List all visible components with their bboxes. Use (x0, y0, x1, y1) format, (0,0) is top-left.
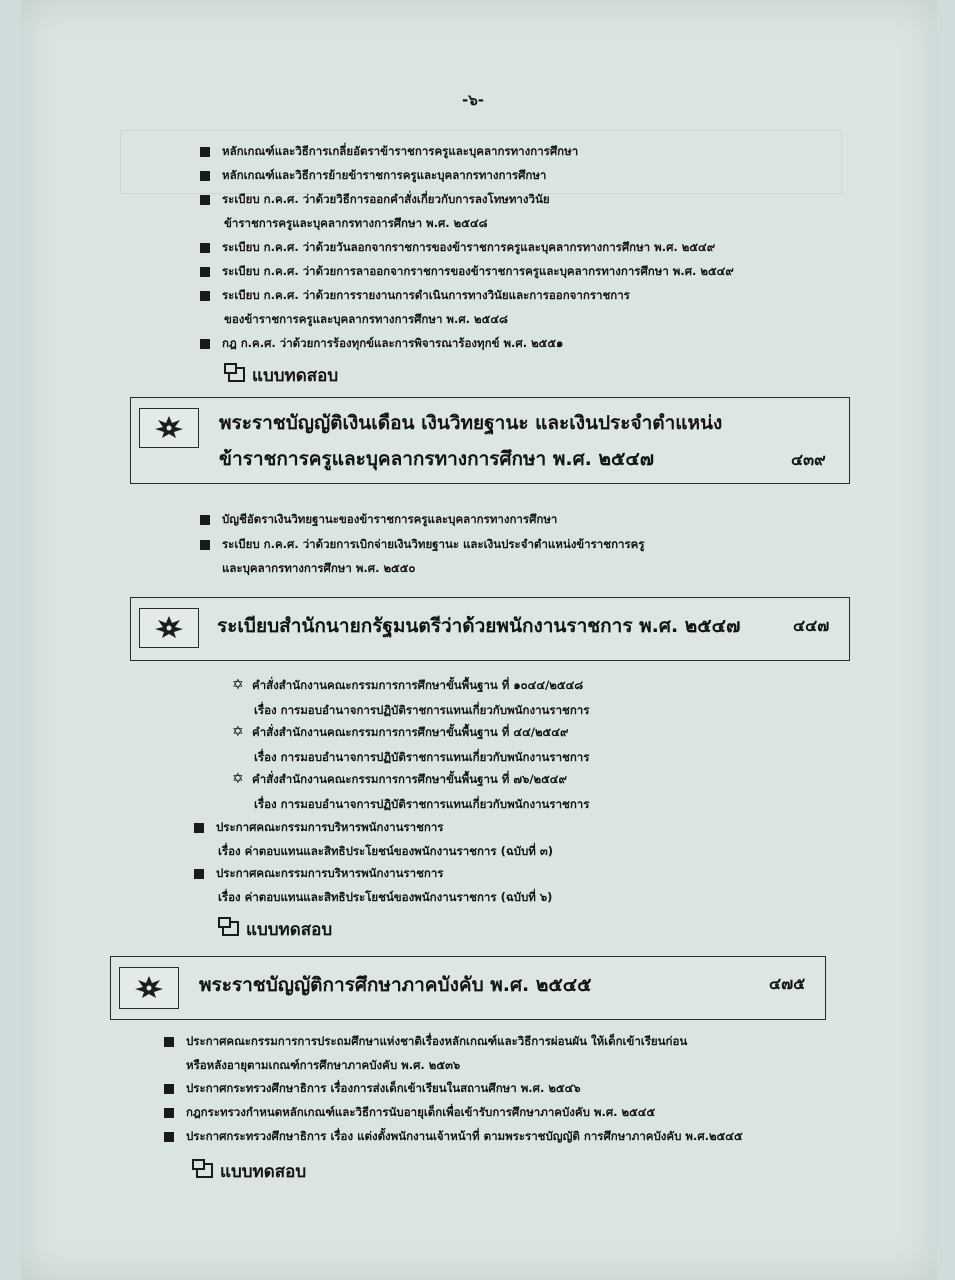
list-item-continuation: เรื่อง การมอบอำนาจการปฏิบัติราชการแทนเกี่ยวกับพนักงานราชการ (254, 797, 590, 811)
square-bullet-icon (200, 243, 210, 253)
section-title: พระราชบัญญัติการศึกษาภาคบังคับ พ.ศ. ๒๕๔๕ (199, 974, 592, 996)
section-page-number: ๔๓๙ (791, 450, 826, 469)
list-item-text: ประกาศคณะกรรมการบริหารพนักงานราชการ (216, 820, 444, 834)
page-number: -๖- (462, 91, 484, 109)
garuda-emblem-icon (152, 414, 186, 442)
square-bullet-icon (200, 291, 210, 301)
square-bullet-icon (200, 171, 210, 181)
list-item-continuation: และบุคลากรทางการศึกษา พ.ศ. ๒๕๕๐ (222, 561, 416, 575)
square-bullet-icon (194, 823, 204, 833)
square-bullet-icon (200, 339, 210, 349)
window-icon (196, 1163, 213, 1178)
list-item-continuation: ข้าราชการครูและบุคลากรทางการศึกษา พ.ศ. ๒๕๔๘ (224, 216, 488, 230)
list-item-text: ประกาศกระทรวงศึกษาธิการ เรื่องการส่งเด็กเข้าเรียนในสถานศึกษา พ.ศ. ๒๕๔๖ (186, 1081, 581, 1095)
show-through-box (120, 130, 842, 194)
star-bullet-icon: ✡ (232, 677, 244, 693)
window-icon (228, 367, 245, 382)
exam-label: แบบทดสอบ (220, 1162, 307, 1182)
square-bullet-icon (200, 515, 210, 525)
garuda-emblem-icon (152, 614, 186, 642)
section-page-number: ๔๔๗ (793, 616, 830, 635)
list-item-text: กฎกระทรวงกำหนดหลักเกณฑ์และวิธีการนับอายุเด็กเพื่อเข้ารับการศึกษาภาคบังคับ พ.ศ. ๒๕๔๕ (186, 1105, 656, 1119)
square-bullet-icon (164, 1132, 174, 1142)
square-bullet-icon (200, 540, 210, 550)
emblem-frame (119, 967, 179, 1009)
window-icon (222, 921, 239, 936)
list-item-text: คำสั่งสำนักงานคณะกรรมการการศึกษาขั้นพื้นฐาน ที่ ๔๔/๒๕๔๙ (252, 725, 569, 739)
section-title: ระเบียบสำนักนายกรัฐมนตรีว่าด้วยพนักงานราชการ พ.ศ. ๒๕๔๗ (217, 615, 741, 637)
list-item-text: คำสั่งสำนักงานคณะกรรมการการศึกษาขั้นพื้นฐาน ที่ ๑๐๔๔/๒๕๔๘ (252, 678, 584, 692)
square-bullet-icon (200, 147, 210, 157)
section-title: พระราชบัญญัติเงินเดือน เงินวิทยฐานะ และเงินประจำตำแหน่ง (219, 412, 723, 434)
list-item-text: ประกาศกระทรวงศึกษาธิการ เรื่อง แต่งตั้งพนักงานเจ้าหน้าที่ ตามพระราชบัญญัติ การศึกษาภาคบังคับ พ.ศ.๒๕๔๕ (186, 1129, 743, 1143)
exam-label: แบบทดสอบ (246, 920, 333, 940)
square-bullet-icon (164, 1084, 174, 1094)
section-title-line2: ข้าราชการครูและบุคลากรทางการศึกษา พ.ศ. ๒๕๔๗ (219, 448, 655, 470)
list-item-text: ระเบียบ ก.ค.ศ. ว่าด้วยการลาออกจากราชการของข้าราชการครูและบุคลากรทางการศึกษา พ.ศ. ๒๕๔๙ (222, 264, 734, 278)
star-bullet-icon: ✡ (232, 724, 244, 740)
list-item-text: คำสั่งสำนักงานคณะกรรมการการศึกษาขั้นพื้นฐาน ที่ ๗๖/๒๕๔๙ (252, 772, 567, 786)
list-item-text: หลักเกณฑ์และวิธีการเกลี่ยอัตราข้าราชการครูและบุคลากรทางการศึกษา (222, 144, 579, 158)
section-header-box (110, 956, 826, 1020)
list-item-continuation: เรื่อง ค่าตอบแทนและสิทธิประโยชน์ของพนักงานราชการ (ฉบับที่ ๖) (218, 890, 553, 904)
list-item-continuation: หรือหลังอายุตามเกณฑ์การศึกษาภาคบังคับ พ.ศ. ๒๕๓๖ (186, 1058, 461, 1072)
exam-heading (228, 362, 338, 389)
list-item-text: หลักเกณฑ์และวิธีการย้ายข้าราชการครูและบุคลากรทางการศึกษา (222, 168, 547, 182)
list-item-text: ระเบียบ ก.ค.ศ. ว่าด้วยวิธีการออกคำสั่งเกี่ยวกับการลงโทษทางวินัย (222, 192, 550, 206)
list-item-continuation: เรื่อง การมอบอำนาจการปฏิบัติราชการแทนเกี่ยวกับพนักงานราชการ (254, 750, 590, 764)
square-bullet-icon (200, 195, 210, 205)
list-item-text: ประกาศคณะกรรมการบริหารพนักงานราชการ (216, 866, 444, 880)
exam-label: แบบทดสอบ (252, 366, 339, 386)
exam-heading (222, 916, 332, 943)
square-bullet-icon (164, 1037, 174, 1047)
list-item-text: ประกาศคณะกรรมการการประถมศึกษาแห่งชาติเรื่องหลักเกณฑ์และวิธีการผ่อนผัน ให้เด็กเข้าเรียนก่อน (186, 1034, 688, 1048)
emblem-frame (139, 608, 199, 648)
list-item-text: ระเบียบ ก.ค.ศ. ว่าด้วยการเบิกจ่ายเงินวิทยฐานะ และเงินประจำตำแหน่งข้าราชการครู (222, 537, 645, 551)
list-item-continuation: ของข้าราชการครูและบุคลากรทางการศึกษา พ.ศ. ๒๕๔๘ (224, 312, 508, 326)
section-header-box (130, 397, 850, 484)
section-header-box (130, 597, 850, 661)
emblem-frame (139, 408, 199, 448)
list-item-text: ระเบียบ ก.ค.ศ. ว่าด้วยวันลอกจากราชการของข้าราชการครูและบุคลากรทางการศึกษา พ.ศ. ๒๕๔๙ (222, 240, 716, 254)
square-bullet-icon (194, 869, 204, 879)
list-item-text: ระเบียบ ก.ค.ศ. ว่าด้วยการรายงานการดำเนินการทางวินัยและการออกจากราชการ (222, 288, 630, 302)
square-bullet-icon (200, 267, 210, 277)
list-item-text: บัญชีอัตราเงินวิทยฐานะของข้าราชการครูและบุคลากรทางการศึกษา (222, 512, 558, 526)
garuda-emblem-icon (132, 974, 166, 1002)
exam-heading (196, 1158, 306, 1185)
list-item-continuation: เรื่อง ค่าตอบแทนและสิทธิประโยชน์ของพนักงานราชการ (ฉบับที่ ๓) (218, 844, 553, 858)
list-item-continuation: เรื่อง การมอบอำนาจการปฏิบัติราชการแทนเกี่ยวกับพนักงานราชการ (254, 703, 590, 717)
section-page-number: ๔๗๕ (769, 974, 806, 993)
square-bullet-icon (164, 1108, 174, 1118)
star-bullet-icon: ✡ (232, 771, 244, 787)
list-item-text: กฎ ก.ค.ศ. ว่าด้วยการร้องทุกข์และการพิจารณาร้องทุกข์ พ.ศ. ๒๕๕๑ (222, 336, 564, 350)
